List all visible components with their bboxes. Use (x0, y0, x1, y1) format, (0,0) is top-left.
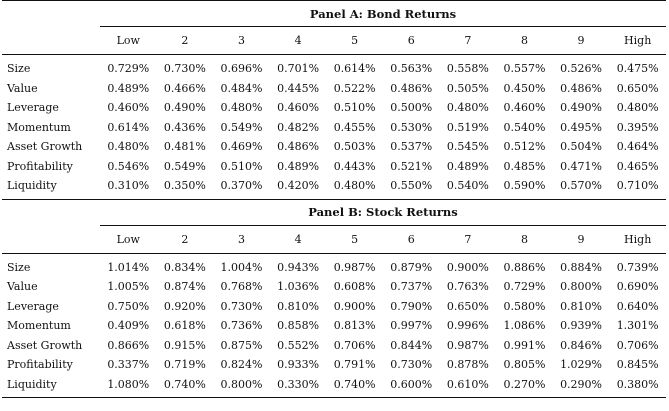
table-cell: 0.813% (333, 319, 376, 333)
table-cell: 0.750% (107, 299, 150, 313)
table-cell: 0.730% (220, 299, 263, 313)
table-row (2, 316, 666, 336)
returns-table (2, 0, 666, 398)
row-label: Value (7, 81, 38, 95)
empty-cell (2, 199, 100, 225)
table-cell: 0.874% (163, 280, 206, 294)
table-cell: 0.500% (390, 101, 433, 115)
row-label: Momentum (7, 120, 71, 134)
column-header: Low (100, 27, 157, 55)
column-header: 4 (270, 27, 327, 55)
column-header: 9 (553, 225, 610, 253)
table-cell: 0.580% (503, 299, 546, 313)
table-cell: 1.014% (107, 260, 150, 274)
table-cell: 0.481% (163, 140, 206, 154)
table-cell: 1.004% (220, 260, 263, 274)
table-cell: 0.920% (163, 299, 206, 313)
column-header: 7 (440, 225, 497, 253)
table-cell: 0.730% (390, 358, 433, 372)
table-cell: 0.521% (390, 159, 433, 173)
table-cell: 0.763% (446, 280, 489, 294)
table-cell: 0.495% (560, 120, 603, 134)
table-cell: 0.480% (616, 101, 659, 115)
table-cell: 0.380% (616, 377, 659, 391)
table-cell: 0.737% (390, 280, 433, 294)
panel-title: Panel B: Stock Returns (100, 199, 666, 225)
column-header: 8 (496, 27, 553, 55)
table-cell: 1.080% (107, 377, 150, 391)
table-cell: 0.736% (220, 319, 263, 333)
table-cell: 1.086% (503, 319, 546, 333)
table-cell: 0.486% (277, 140, 320, 154)
table-cell: 0.878% (446, 358, 489, 372)
table-cell: 0.330% (277, 377, 320, 391)
table-cell: 0.650% (446, 299, 489, 313)
table-cell: 0.800% (560, 280, 603, 294)
table-cell: 0.471% (560, 159, 603, 173)
table-cell: 1.036% (277, 280, 320, 294)
table-cell: 0.719% (163, 358, 206, 372)
table-cell: 0.466% (163, 81, 206, 95)
table-cell: 0.485% (503, 159, 546, 173)
table-row (2, 176, 666, 196)
column-header: 5 (326, 27, 383, 55)
table-cell: 0.790% (390, 299, 433, 313)
table-cell: 0.480% (220, 101, 263, 115)
row-label: Liquidity (7, 179, 57, 193)
table-cell: 0.640% (616, 299, 659, 313)
table-cell: 0.475% (616, 62, 659, 76)
table-cell: 0.886% (503, 260, 546, 274)
column-header: 8 (496, 225, 553, 253)
table-cell: 0.729% (107, 62, 150, 76)
table-cell: 0.450% (503, 81, 546, 95)
panel-title: Panel A: Bond Returns (100, 1, 666, 27)
table-cell: 0.486% (560, 81, 603, 95)
table-cell: 0.510% (220, 159, 263, 173)
table-row (2, 59, 666, 79)
table-cell: 0.710% (616, 179, 659, 193)
table-cell: 0.540% (446, 179, 489, 193)
table-cell: 0.455% (333, 120, 376, 134)
table-cell: 0.608% (333, 280, 376, 294)
table-cell: 0.549% (220, 120, 263, 134)
table-row (2, 336, 666, 356)
table-cell: 0.310% (107, 179, 150, 193)
table-cell: 0.915% (163, 338, 206, 352)
table-cell: 0.933% (277, 358, 320, 372)
table-row (2, 137, 666, 157)
column-header: 6 (383, 225, 440, 253)
table-cell: 0.512% (503, 140, 546, 154)
table-cell: 0.739% (616, 260, 659, 274)
table-cell: 0.436% (163, 120, 206, 134)
table-cell: 0.480% (107, 140, 150, 154)
table-cell: 0.480% (333, 179, 376, 193)
table-cell: 0.563% (390, 62, 433, 76)
table-cell: 0.618% (163, 319, 206, 333)
column-header: 7 (440, 27, 497, 55)
table-cell: 0.558% (446, 62, 489, 76)
table-body (2, 1, 666, 398)
column-header: High (609, 27, 666, 55)
table-row (2, 375, 666, 395)
table-cell: 0.443% (333, 159, 376, 173)
column-header: 2 (157, 225, 214, 253)
table-cell: 0.805% (503, 358, 546, 372)
table-row (2, 258, 666, 278)
row-label: Value (7, 280, 38, 294)
table-cell: 0.489% (277, 159, 320, 173)
table-cell: 0.490% (560, 101, 603, 115)
table-cell: 0.519% (446, 120, 489, 134)
column-header: Low (100, 225, 157, 253)
table-cell: 0.810% (277, 299, 320, 313)
column-header: 9 (553, 27, 610, 55)
table-cell: 0.460% (107, 101, 150, 115)
row-label: Momentum (7, 319, 71, 333)
row-label: Asset Growth (7, 140, 83, 154)
panel-title-row (2, 1, 666, 27)
table-cell: 0.997% (390, 319, 433, 333)
table-cell: 0.270% (503, 377, 546, 391)
table-cell: 0.858% (277, 319, 320, 333)
table-cell: 0.730% (163, 62, 206, 76)
table-cell: 0.701% (277, 62, 320, 76)
rule-cell (2, 394, 666, 398)
table-cell: 0.549% (163, 159, 206, 173)
table-cell: 0.996% (446, 319, 489, 333)
table-row (2, 157, 666, 177)
table-cell: 0.987% (446, 338, 489, 352)
column-header: 5 (326, 225, 383, 253)
table-row (2, 79, 666, 99)
table-cell: 0.540% (503, 120, 546, 134)
row-label: Liquidity (7, 377, 57, 391)
table-cell: 0.486% (390, 81, 433, 95)
table-cell: 0.943% (277, 260, 320, 274)
table-cell: 0.866% (107, 338, 150, 352)
table-cell: 0.526% (560, 62, 603, 76)
panel-title-row (2, 199, 666, 225)
column-header-row (2, 27, 666, 55)
table-cell: 0.484% (220, 81, 263, 95)
table-cell: 0.537% (390, 140, 433, 154)
table-cell: 0.875% (220, 338, 263, 352)
table-cell: 0.690% (616, 280, 659, 294)
table-cell: 0.729% (503, 280, 546, 294)
table-cell: 0.465% (616, 159, 659, 173)
table-cell: 0.610% (446, 377, 489, 391)
table-cell: 0.614% (333, 62, 376, 76)
table-cell: 0.503% (333, 140, 376, 154)
table-cell: 0.650% (616, 81, 659, 95)
row-label: Leverage (7, 299, 59, 313)
table-cell: 0.522% (333, 81, 376, 95)
column-header: 3 (213, 225, 270, 253)
empty-cell (2, 225, 100, 253)
column-header: 3 (213, 27, 270, 55)
row-label: Profitability (7, 358, 73, 372)
table-cell: 0.552% (277, 338, 320, 352)
row-label: Size (7, 62, 31, 76)
table-cell: 0.740% (333, 377, 376, 391)
row-label: Asset Growth (7, 338, 83, 352)
table-cell: 0.445% (277, 81, 320, 95)
table-cell: 0.800% (220, 377, 263, 391)
table-cell: 0.987% (333, 260, 376, 274)
row-label: Profitability (7, 159, 73, 173)
empty-cell (2, 1, 100, 27)
table-row (2, 118, 666, 138)
table-cell: 0.510% (333, 101, 376, 115)
table-cell: 0.706% (616, 338, 659, 352)
table-row (2, 98, 666, 118)
panel-bottom-rule (2, 394, 666, 398)
table-cell: 0.489% (107, 81, 150, 95)
table-row (2, 355, 666, 375)
table-cell: 0.545% (446, 140, 489, 154)
table-cell: 0.546% (107, 159, 150, 173)
table-cell: 0.409% (107, 319, 150, 333)
table-cell: 0.505% (446, 81, 489, 95)
table-cell: 0.884% (560, 260, 603, 274)
table-row (2, 277, 666, 297)
table-cell: 0.350% (163, 179, 206, 193)
table-cell: 0.460% (503, 101, 546, 115)
table-cell: 0.469% (220, 140, 263, 154)
column-header: 4 (270, 225, 327, 253)
column-header: High (609, 225, 666, 253)
table-cell: 0.290% (560, 377, 603, 391)
table-cell: 0.460% (277, 101, 320, 115)
table-cell: 0.337% (107, 358, 150, 372)
table-cell: 0.706% (333, 338, 376, 352)
table-cell: 0.879% (390, 260, 433, 274)
table-cell: 0.480% (446, 101, 489, 115)
table-cell: 0.490% (163, 101, 206, 115)
table-cell: 0.900% (446, 260, 489, 274)
table-cell: 0.939% (560, 319, 603, 333)
table-cell: 1.301% (616, 319, 659, 333)
row-label: Size (7, 260, 31, 274)
table-cell: 1.029% (560, 358, 603, 372)
table-cell: 1.005% (107, 280, 150, 294)
table-cell: 0.482% (277, 120, 320, 134)
table-cell: 0.844% (390, 338, 433, 352)
table-cell: 0.530% (390, 120, 433, 134)
table-cell: 0.696% (220, 62, 263, 76)
table-cell: 0.504% (560, 140, 603, 154)
table-cell: 0.550% (390, 179, 433, 193)
column-header: 2 (157, 27, 214, 55)
table-cell: 0.846% (560, 338, 603, 352)
column-header: 6 (383, 27, 440, 55)
table-cell: 0.810% (560, 299, 603, 313)
table-cell: 0.900% (333, 299, 376, 313)
table-cell: 0.991% (503, 338, 546, 352)
table-cell: 0.557% (503, 62, 546, 76)
table-cell: 0.824% (220, 358, 263, 372)
table-cell: 0.600% (390, 377, 433, 391)
table-cell: 0.395% (616, 120, 659, 134)
table-cell: 0.420% (277, 179, 320, 193)
table-cell: 0.740% (163, 377, 206, 391)
table-cell: 0.489% (446, 159, 489, 173)
table-cell: 0.834% (163, 260, 206, 274)
row-label: Leverage (7, 101, 59, 115)
empty-cell (2, 27, 100, 55)
table-cell: 0.590% (503, 179, 546, 193)
table-cell: 0.464% (616, 140, 659, 154)
table-cell: 0.570% (560, 179, 603, 193)
table-row (2, 297, 666, 317)
column-header-row (2, 225, 666, 253)
table-cell: 0.768% (220, 280, 263, 294)
table-cell: 0.614% (107, 120, 150, 134)
table-cell: 0.370% (220, 179, 263, 193)
table-cell: 0.845% (616, 358, 659, 372)
table-cell: 0.791% (333, 358, 376, 372)
